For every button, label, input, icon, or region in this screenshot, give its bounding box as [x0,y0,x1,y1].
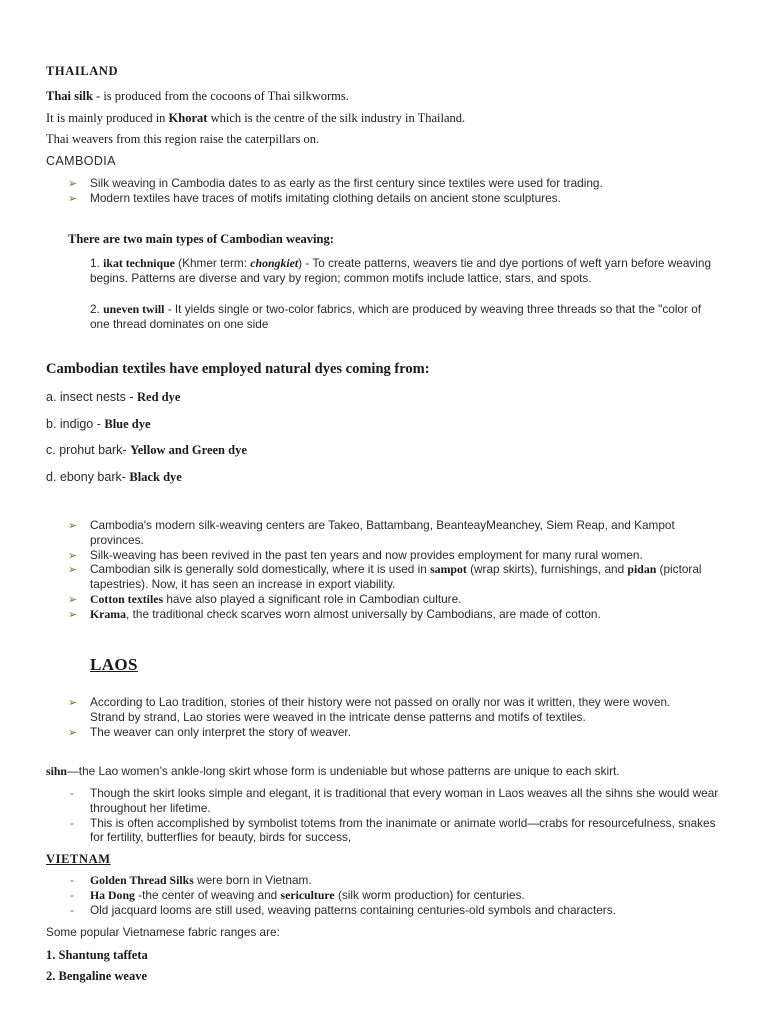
type-2-description: - It yields single or two-color fabrics, which are produced by weaving three threads so that the "color of one thread dominates on one side [90,302,702,331]
laos-heading: LAOS [90,655,138,674]
type-1-description: ) - To create patterns, weavers tie and dye portions of weft yarn before weaving begins. Patterns are diverse and vary by region; common motifs include lattice, stars, and spots. [90,256,712,285]
list-item [68,548,718,563]
fabric-ranges-intro: Some popular Vietnamese fabric ranges are: [46,925,280,939]
fabric-range-2: 2. Bengaline weave [46,969,148,983]
list-item [68,562,718,592]
arrow-bullet-icon: ➢ [68,177,78,190]
list-item-text: were born in Vietnam. [193,873,312,887]
sihn-text: —the Lao women’s ankle-long skirt whose form is undeniable but whose patterns are unique to each skirt. [67,764,620,778]
list-item [68,903,728,918]
list-item [68,607,718,622]
dye-color: Black dye [129,470,182,484]
sericulture-term: sericulture [280,887,335,902]
arrow-bullet-icon: ➢ [68,725,78,739]
arrow-bullet-icon: ➢ [68,548,78,562]
dye-item [46,470,182,485]
arrow-bullet-icon: ➢ [68,191,78,205]
vietnam-heading: VIETNAM [46,852,111,866]
list-item-text: Modern textiles have traces of motifs imitating clothing details on ancient stone sculptures. [90,190,561,205]
list-item-text: Old jacquard looms are still used, weaving patterns containing centuries-old symbols and characters. [90,902,616,917]
list-item-text: Cambodian silk is generally sold domestically, where it is used in [90,562,431,577]
arrow-bullet-icon: ➢ [68,696,78,709]
dash-bullet: - [70,887,74,902]
arrow-bullet-icon: ➢ [68,519,78,532]
sihn-term: sihn [46,764,67,778]
weaving-types-heading: There are two main types of Cambodian weaving: [68,232,334,246]
list-item [68,816,728,846]
list-item [68,695,708,725]
ikat-term: ikat technique [103,256,175,270]
list-item [68,725,708,740]
dash-bullet: - [70,902,74,917]
khorat-term: Khorat [168,111,208,125]
type-1-pre: (Khmer term: [174,256,251,270]
list-item [68,518,718,548]
list-item-text: (wrap skirts), furnishings, and [466,562,628,577]
dye-source: d. ebony bark- [46,470,130,484]
dye-item [46,417,151,432]
list-item [68,786,728,816]
arrow-bullet-icon: ➢ [68,563,78,577]
list-item [68,592,718,607]
list-item-text: (silk worm production) for centuries. [334,887,525,902]
list-item-text: -the center of weaving and [134,887,281,902]
uneven-twill-term: uneven twill [103,302,165,316]
ha-dong-term: Ha Dong [90,887,135,902]
list-item-text: This is often accomplished by symbolist totems from the inanimate or animate world—crabs for resourcefulness, snakes for fertility, butterflies for beauty, birds for success, [90,815,716,845]
sihn-definition [46,764,746,779]
cambodia-intro-list [68,176,708,206]
weaving-type-2 [90,302,720,332]
list-item-text: have also played a significant role in Cambodian culture. [163,591,462,606]
dye-source: b. indigo - [46,417,105,431]
list-item [68,873,728,888]
dye-item [46,443,247,458]
weaving-type-1 [90,256,720,286]
arrow-bullet-icon: ➢ [68,607,78,621]
list-item-text: Cambodia's modern silk-weaving centers are Takeo, Battambang, BeanteayMeanchey, Siem Reap, and Kampot provinces. [90,518,675,547]
type-2-number: 2. [90,302,104,316]
thailand-line-2-pre: It is mainly produced in [46,111,169,125]
laos-dash-list [68,786,728,845]
thailand-line-1 [46,89,349,104]
krama-term: Krama [90,606,127,621]
thailand-heading: THAILAND [46,64,119,78]
list-item-text: According to Lao tradition, stories of their history were not passed on orally nor was it written, they were woven. Strand by strand, Lao stories were weaved in the intricate dense patterns and motifs of textiles. [90,695,671,724]
thailand-line-2-post: which is the centre of the silk industry in Thailand. [207,111,466,125]
cambodia-heading: CAMBODIA [46,154,116,168]
list-item-text: Silk-weaving has been revived in the past ten years and now provides employment for many rural women. [90,547,643,562]
cotton-textiles-term: Cotton textiles [90,591,164,606]
list-item-text: (pictoral tapestries). Now, it has seen an increase in export viability. [90,562,702,592]
list-item [68,191,708,206]
sampot-term: sampot [430,562,467,577]
fabric-range-1: 1. Shantung taffeta [46,948,148,962]
dye-color: Yellow and Green dye [130,443,247,457]
cambodia-facts-list [68,518,718,622]
thailand-line-2 [46,111,465,126]
dye-color: Blue dye [104,417,151,431]
vietnam-list [68,873,728,917]
golden-thread-term: Golden Thread Silks [90,873,194,887]
list-item [68,176,708,191]
pidan-term: pidan [627,562,657,577]
list-item-text: Though the skirt looks simple and elegant, it is traditional that every woman in Laos weaves all the sihns she would wear throughout her lifetime. [90,786,719,815]
thailand-line-1-text: - is produced from the cocoons of Thai silkworms. [92,89,349,103]
arrow-bullet-icon: ➢ [68,592,78,606]
dash-bullet: - [70,815,74,830]
list-item-text: Silk weaving in Cambodia dates to as early as the first century since textiles were used for trading. [90,176,603,190]
type-1-number: 1. [90,256,104,270]
dye-source: c. prohut bark- [46,443,131,457]
khmer-term: chongkiet [250,256,299,270]
thailand-line-3: Thai weavers from this region raise the caterpillars on. [46,132,320,146]
natural-dyes-heading: Cambodian textiles have employed natural dyes coming from: [46,361,430,377]
list-item [68,888,728,903]
dash-bullet: - [70,786,74,800]
list-item-text: , the traditional check scarves worn almost universally by Cambodians, are made of cotton. [126,606,601,621]
dye-color: Red dye [137,390,181,404]
thai-silk-term: Thai silk [46,89,93,103]
dye-item [46,390,180,405]
list-item-text: The weaver can only interpret the story of weaver. [90,724,351,739]
dye-source: a. insect nests - [46,390,138,404]
dash-bullet: - [70,873,74,887]
laos-list [68,695,708,739]
